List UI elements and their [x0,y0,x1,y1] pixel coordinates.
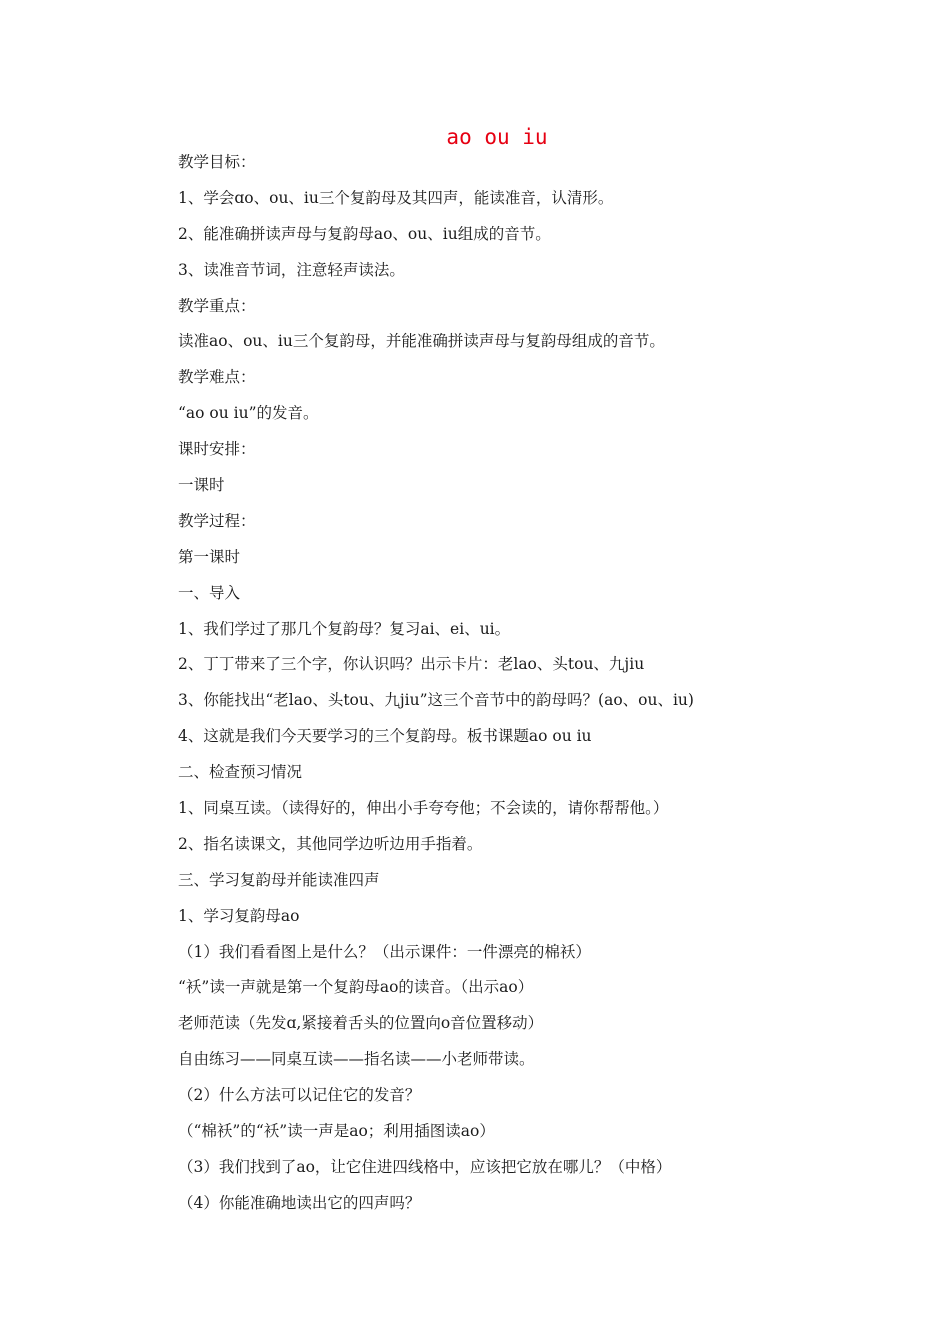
document-body [178,149,778,1226]
heading-teaching-process: 教学过程： [178,511,256,530]
heading-schedule: 课时安排： [178,440,256,459]
paragraph-line: 老师范读（先发ɑ,紧接着舌头的位置向o音位置移动） [178,1014,544,1033]
paragraph-line: 读准ao、ou、iu三个复韵母，并能准确拼读声母与复韵母组成的音节。 [178,332,665,351]
paragraph-line: 1、同桌互读。（读得好的，伸出小手夸夸他；不会读的，请你帮帮他。） [178,799,669,818]
paragraph-line: “袄”读一声就是第一个复韵母ao的读音。（出示ao） [178,978,534,997]
paragraph-line: 第一课时 [178,547,241,566]
document-title: ao ou iu [446,125,548,149]
paragraph-line: 2、指名读课文，其他同学边听边用手指着。 [178,834,483,853]
paragraph-line: 1、我们学过了那几个复韵母？复习ai、ei、ui。 [178,619,511,638]
paragraph-line: 3、你能找出“老lao、头tou、九jiu”这三个音节中的韵母吗？(ao、ou、iu) [178,691,694,710]
paragraph-line: 3、读准音节词，注意轻声读法。 [178,260,405,279]
paragraph-line: 4、这就是我们今天要学习的三个复韵母。板书课题ao ou iu [178,727,592,746]
paragraph-line: 1、学会ɑo、ou、iu三个复韵母及其四声，能读准音，认清形。 [178,188,614,207]
heading-teaching-difficulty: 教学难点： [178,368,256,387]
paragraph-line: “ao ou iu”的发音。 [178,404,319,423]
paragraph-line: （3）我们找到了ao，让它住进四线格中，应该把它放在哪儿？（中格） [178,1157,672,1176]
paragraph-line: 2、丁丁带来了三个字，你认识吗？出示卡片：老lao、头tou、九jiu [178,655,645,674]
section-heading: 二、检查预习情况 [178,763,303,782]
paragraph-line: （2）什么方法可以记住它的发音？ [178,1086,421,1105]
section-heading: 三、学习复韵母并能读准四声 [178,870,380,889]
section-heading: 一、导入 [178,583,241,602]
paragraph-line: （4）你能准确地读出它的四声吗？ [178,1193,421,1212]
heading-teaching-goals: 教学目标： [178,153,256,171]
paragraph-line: 2、能准确拼读声母与复韵母ao、ou、iu组成的音节。 [178,224,551,243]
paragraph-line: （“棉袄”的“袄”读一声是ao；利用插图读ao） [178,1122,495,1141]
paragraph-line: 自由练习——同桌互读——指名读——小老师带读。 [178,1050,535,1069]
heading-teaching-focus: 教学重点： [178,296,256,315]
paragraph-line: （1）我们看看图上是什么？（出示课件：一件漂亮的棉袄） [178,942,591,961]
paragraph-line: 一课时 [178,476,225,495]
paragraph-line: 1、学习复韵母ao [178,906,300,925]
